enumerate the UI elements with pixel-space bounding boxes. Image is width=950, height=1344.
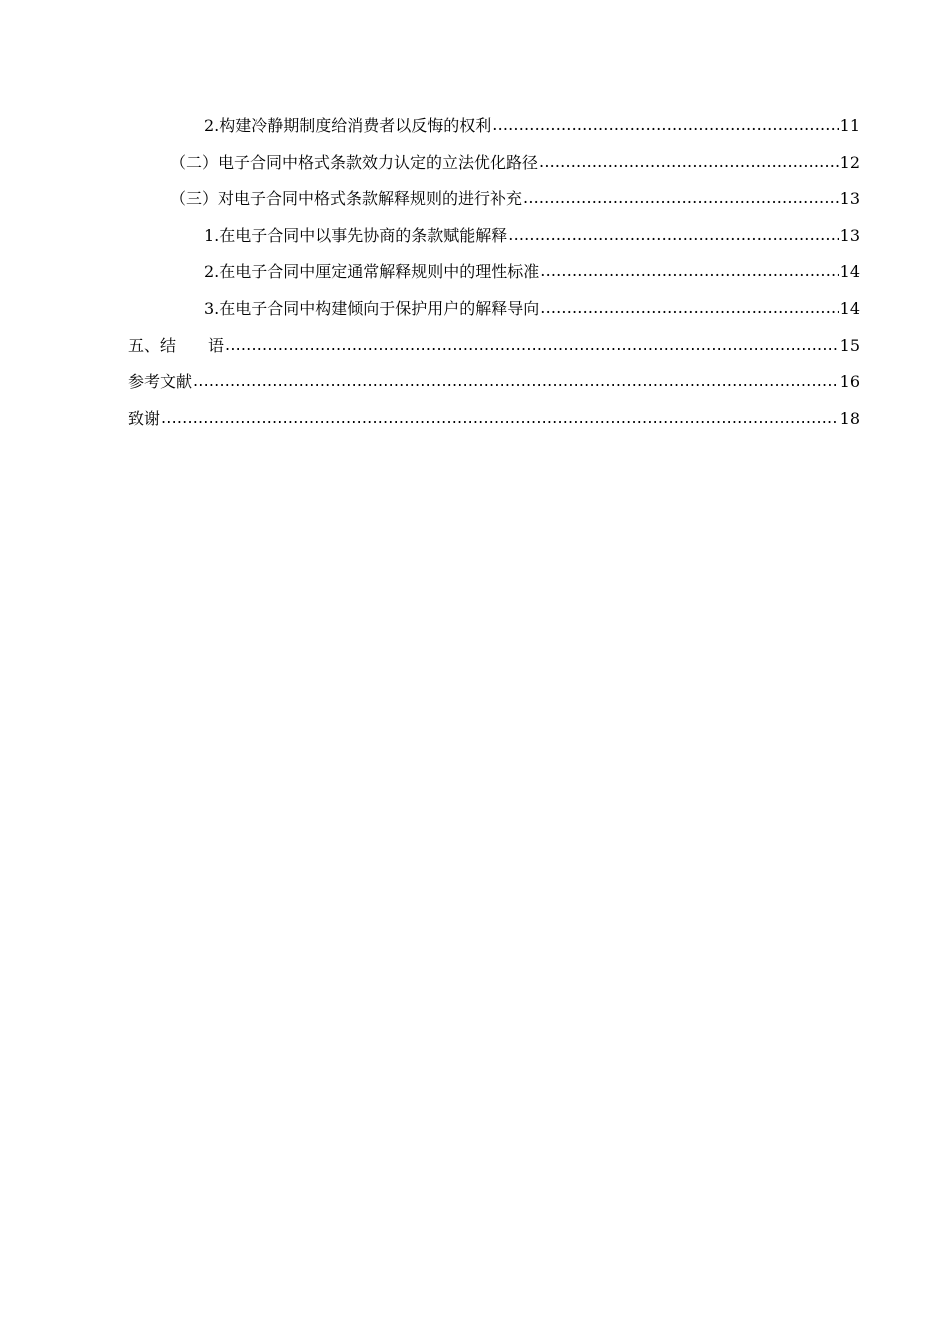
toc-dot-leader — [193, 363, 839, 400]
toc-entry-page: 14 — [839, 262, 860, 282]
toc-entry-page: 16 — [839, 372, 860, 392]
toc-dot-leader — [523, 180, 839, 217]
toc-entry-references[interactable] — [128, 364, 860, 401]
toc-dot-leader — [225, 327, 839, 364]
toc-entry-page: 13 — [839, 189, 860, 209]
toc-entry-page: 12 — [839, 152, 860, 172]
toc-dot-leader — [539, 144, 839, 181]
toc-entry-title: 参考文献 — [128, 372, 193, 392]
toc-entry-title: 构建冷静期制度给消费者以反悔的权利 — [219, 116, 492, 135]
table-of-contents — [128, 108, 860, 437]
toc-dot-leader — [492, 107, 838, 144]
toc-entry[interactable] — [128, 254, 860, 291]
toc-entry-number: 五、 — [128, 335, 161, 355]
toc-entry-title: 在电子合同中构建倾向于保护用户的解释导向 — [219, 298, 540, 318]
toc-entry-page: 18 — [839, 408, 860, 428]
toc-entry-title: 结 语 — [160, 335, 225, 355]
toc-entry-number: 2. — [204, 116, 220, 135]
toc-entry-title: 对电子合同中格式条款解释规则的进行补充 — [218, 189, 523, 209]
toc-dot-leader — [540, 253, 838, 290]
toc-entry-acknowledgements[interactable] — [128, 401, 860, 438]
toc-entry-conclusion[interactable] — [128, 328, 860, 365]
toc-entry-title: 致谢 — [128, 408, 161, 428]
toc-entry-number: （二） — [170, 152, 219, 172]
toc-entry-number: 2. — [204, 262, 220, 282]
toc-entry-page: 11 — [839, 116, 860, 135]
toc-entry[interactable] — [128, 108, 860, 145]
toc-entry[interactable] — [128, 181, 860, 218]
toc-entry[interactable] — [128, 291, 860, 328]
toc-entry-title: 在电子合同中以事先协商的条款赋能解释 — [219, 225, 508, 245]
toc-entry-number: （三） — [170, 189, 219, 209]
toc-entry-title: 在电子合同中厘定通常解释规则中的理性标准 — [219, 262, 540, 282]
toc-dot-leader — [161, 400, 839, 437]
toc-dot-leader — [540, 290, 838, 327]
toc-entry-number: 3. — [204, 298, 220, 318]
toc-entry-page: 13 — [839, 225, 860, 245]
toc-entry[interactable] — [128, 218, 860, 255]
toc-entry-page: 15 — [839, 335, 860, 355]
toc-entry-number: 1. — [204, 225, 220, 245]
toc-entry-page: 14 — [839, 298, 860, 318]
toc-entry-title: 电子合同中格式条款效力认定的立法优化路径 — [218, 152, 539, 172]
toc-entry[interactable] — [128, 145, 860, 182]
toc-dot-leader — [508, 217, 838, 254]
